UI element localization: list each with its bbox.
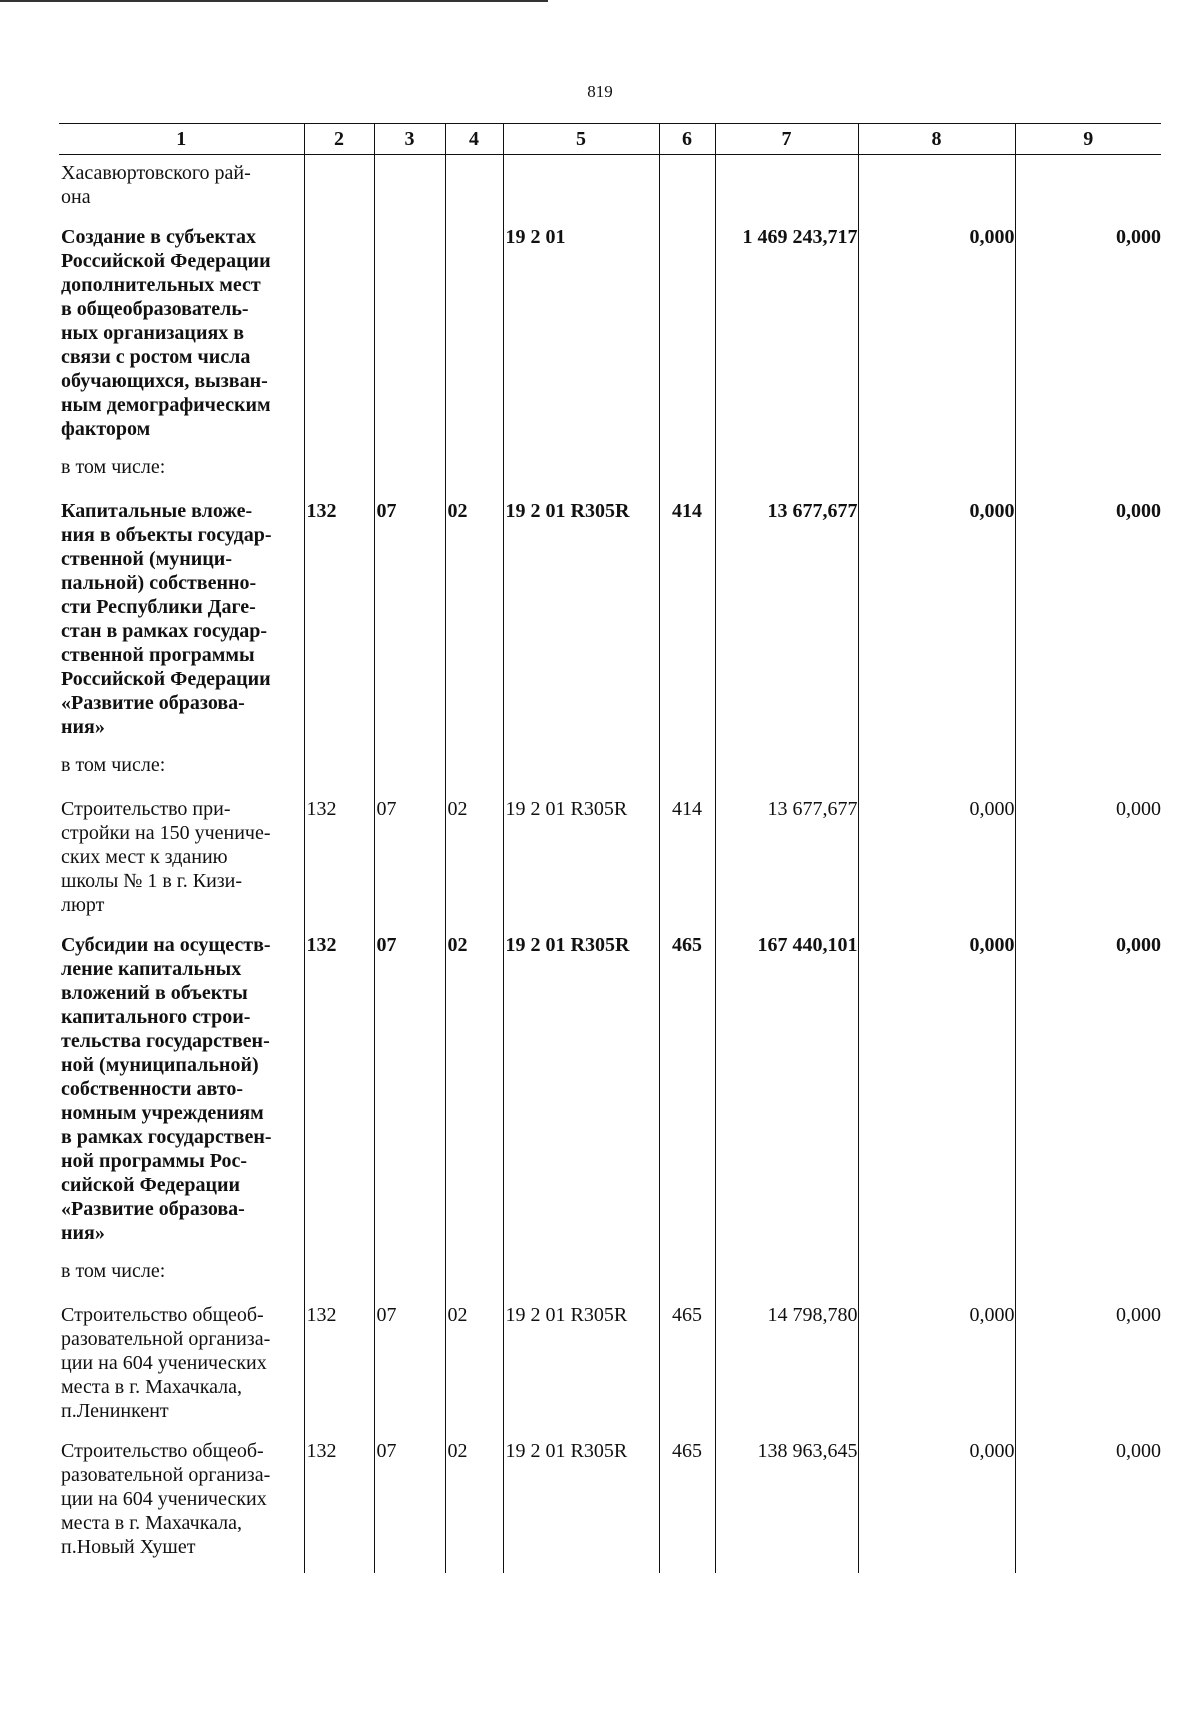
amount-col-8 <box>858 441 1015 483</box>
amount-col-8 <box>858 1245 1015 1287</box>
expense-type-code: 414 <box>659 781 715 917</box>
table-row <box>59 781 1161 917</box>
expense-type-code <box>659 155 715 210</box>
ministry-code <box>304 209 374 441</box>
subsection-code <box>445 739 503 781</box>
amount-col-9 <box>1015 1245 1161 1287</box>
section-code <box>374 739 445 781</box>
column-header: 2 <box>304 124 374 155</box>
amount-col-8: 0,000 <box>858 209 1015 441</box>
target-article-code <box>503 1245 659 1287</box>
column-header: 6 <box>659 124 715 155</box>
ministry-code: 132 <box>304 1423 374 1573</box>
subsection-code: 02 <box>445 1423 503 1573</box>
amount-col-9 <box>1015 739 1161 781</box>
section-code: 07 <box>374 1287 445 1423</box>
subsection-code: 02 <box>445 483 503 739</box>
expense-type-code <box>659 441 715 483</box>
table-header-row <box>59 124 1161 155</box>
amount-col-7 <box>715 441 858 483</box>
subsection-code <box>445 1245 503 1287</box>
amount-col-7 <box>715 739 858 781</box>
target-article-code: 19 2 01 R305R <box>503 917 659 1245</box>
target-article-code: 19 2 01 <box>503 209 659 441</box>
row-name-text: Капитальные вложе- ния в объекты государ- ственной (муници- пальной) собственно- сти Республики Даге- стан в рамках государ- ственной программы Российской Федерации «Развитие образова- ния» <box>61 500 272 738</box>
target-article-code: 19 2 01 R305R <box>503 483 659 739</box>
expense-type-code: 465 <box>659 1287 715 1423</box>
subsection-code: 02 <box>445 781 503 917</box>
column-header: 1 <box>59 124 304 155</box>
section-code: 07 <box>374 917 445 1245</box>
ministry-code <box>304 441 374 483</box>
row-name-text: в том числе: <box>61 456 166 478</box>
section-code <box>374 1245 445 1287</box>
budget-table <box>59 123 1161 1573</box>
expense-type-code <box>659 739 715 781</box>
expense-type-code: 465 <box>659 917 715 1245</box>
section-code <box>374 155 445 210</box>
table-row <box>59 1287 1161 1423</box>
top-rule <box>0 0 548 2</box>
row-name-text: Создание в субъектах Российской Федерации дополнительных мест в общеобразователь- ных организациях в связи с ростом числа обучающихся, вызван- ным демографическим фактором <box>61 226 271 440</box>
amount-col-7: 13 677,677 <box>715 781 858 917</box>
amount-col-8 <box>858 739 1015 781</box>
table-row <box>59 917 1161 1245</box>
expense-type-code <box>659 1245 715 1287</box>
row-name <box>59 209 304 441</box>
amount-col-8: 0,000 <box>858 1423 1015 1573</box>
amount-col-9: 0,000 <box>1015 209 1161 441</box>
row-name-text: Строительство при- стройки на 150 учениче- ских мест к зданию школы № 1 в г. Кизи- люрт <box>61 798 271 916</box>
amount-col-7: 1 469 243,717 <box>715 209 858 441</box>
ministry-code: 132 <box>304 1287 374 1423</box>
row-name <box>59 483 304 739</box>
column-header: 4 <box>445 124 503 155</box>
row-name-text: в том числе: <box>61 754 166 776</box>
amount-col-9 <box>1015 155 1161 210</box>
section-code: 07 <box>374 1423 445 1573</box>
ministry-code <box>304 739 374 781</box>
table-row <box>59 1245 1161 1287</box>
amount-col-9: 0,000 <box>1015 1423 1161 1573</box>
target-article-code: 19 2 01 R305R <box>503 1423 659 1573</box>
row-name <box>59 1287 304 1423</box>
table-row <box>59 209 1161 441</box>
amount-col-7 <box>715 155 858 210</box>
target-article-code <box>503 155 659 210</box>
subsection-code <box>445 155 503 210</box>
amount-col-8: 0,000 <box>858 483 1015 739</box>
column-header: 9 <box>1015 124 1161 155</box>
ministry-code <box>304 1245 374 1287</box>
section-code: 07 <box>374 781 445 917</box>
row-name <box>59 1423 304 1573</box>
table-row <box>59 1423 1161 1573</box>
column-header: 7 <box>715 124 858 155</box>
subsection-code: 02 <box>445 917 503 1245</box>
amount-col-9: 0,000 <box>1015 483 1161 739</box>
ministry-code: 132 <box>304 781 374 917</box>
amount-col-7: 13 677,677 <box>715 483 858 739</box>
amount-col-8: 0,000 <box>858 917 1015 1245</box>
section-code <box>374 441 445 483</box>
table-row <box>59 739 1161 781</box>
amount-col-9: 0,000 <box>1015 1287 1161 1423</box>
table-row <box>59 155 1161 210</box>
row-name-text: Строительство общеоб- разовательной организа- ции на 604 ученических места в г. Махачкала, п.Ленинкент <box>61 1304 271 1422</box>
expense-type-code: 465 <box>659 1423 715 1573</box>
section-code <box>374 209 445 441</box>
amount-col-7: 167 440,101 <box>715 917 858 1245</box>
amount-col-9 <box>1015 441 1161 483</box>
table-row <box>59 483 1161 739</box>
subsection-code: 02 <box>445 1287 503 1423</box>
row-name <box>59 1245 304 1287</box>
section-code: 07 <box>374 483 445 739</box>
ministry-code <box>304 155 374 210</box>
amount-col-9: 0,000 <box>1015 917 1161 1245</box>
row-name <box>59 155 304 210</box>
target-article-code <box>503 739 659 781</box>
amount-col-7: 138 963,645 <box>715 1423 858 1573</box>
amount-col-8 <box>858 155 1015 210</box>
amount-col-7 <box>715 1245 858 1287</box>
row-name-text: Хасавюртовского рай- она <box>61 162 251 208</box>
amount-col-9: 0,000 <box>1015 781 1161 917</box>
target-article-code: 19 2 01 R305R <box>503 781 659 917</box>
row-name <box>59 739 304 781</box>
row-name <box>59 781 304 917</box>
target-article-code <box>503 441 659 483</box>
row-name-text: в том числе: <box>61 1260 166 1282</box>
column-header: 5 <box>503 124 659 155</box>
table-row <box>59 441 1161 483</box>
subsection-code <box>445 441 503 483</box>
subsection-code <box>445 209 503 441</box>
page-number: 819 <box>587 82 613 101</box>
expense-type-code <box>659 209 715 441</box>
row-name-text: Строительство общеоб- разовательной организа- ции на 604 ученических места в г. Махачкала, п.Новый Хушет <box>61 1440 271 1558</box>
ministry-code: 132 <box>304 917 374 1245</box>
row-name <box>59 441 304 483</box>
row-name-text: Субсидии на осуществ- ление капитальных вложений в объекты капитального строи- тельства государствен- ной (муниципальной) собственности авто- номным учреждениям в рамках государствен- ной программы Рос- сийской Федерации «Развитие образова- ния» <box>61 934 272 1244</box>
amount-col-8: 0,000 <box>858 1287 1015 1423</box>
amount-col-8: 0,000 <box>858 781 1015 917</box>
target-article-code: 19 2 01 R305R <box>503 1287 659 1423</box>
row-name <box>59 917 304 1245</box>
expense-type-code: 414 <box>659 483 715 739</box>
ministry-code: 132 <box>304 483 374 739</box>
column-header: 8 <box>858 124 1015 155</box>
amount-col-7: 14 798,780 <box>715 1287 858 1423</box>
column-header: 3 <box>374 124 445 155</box>
